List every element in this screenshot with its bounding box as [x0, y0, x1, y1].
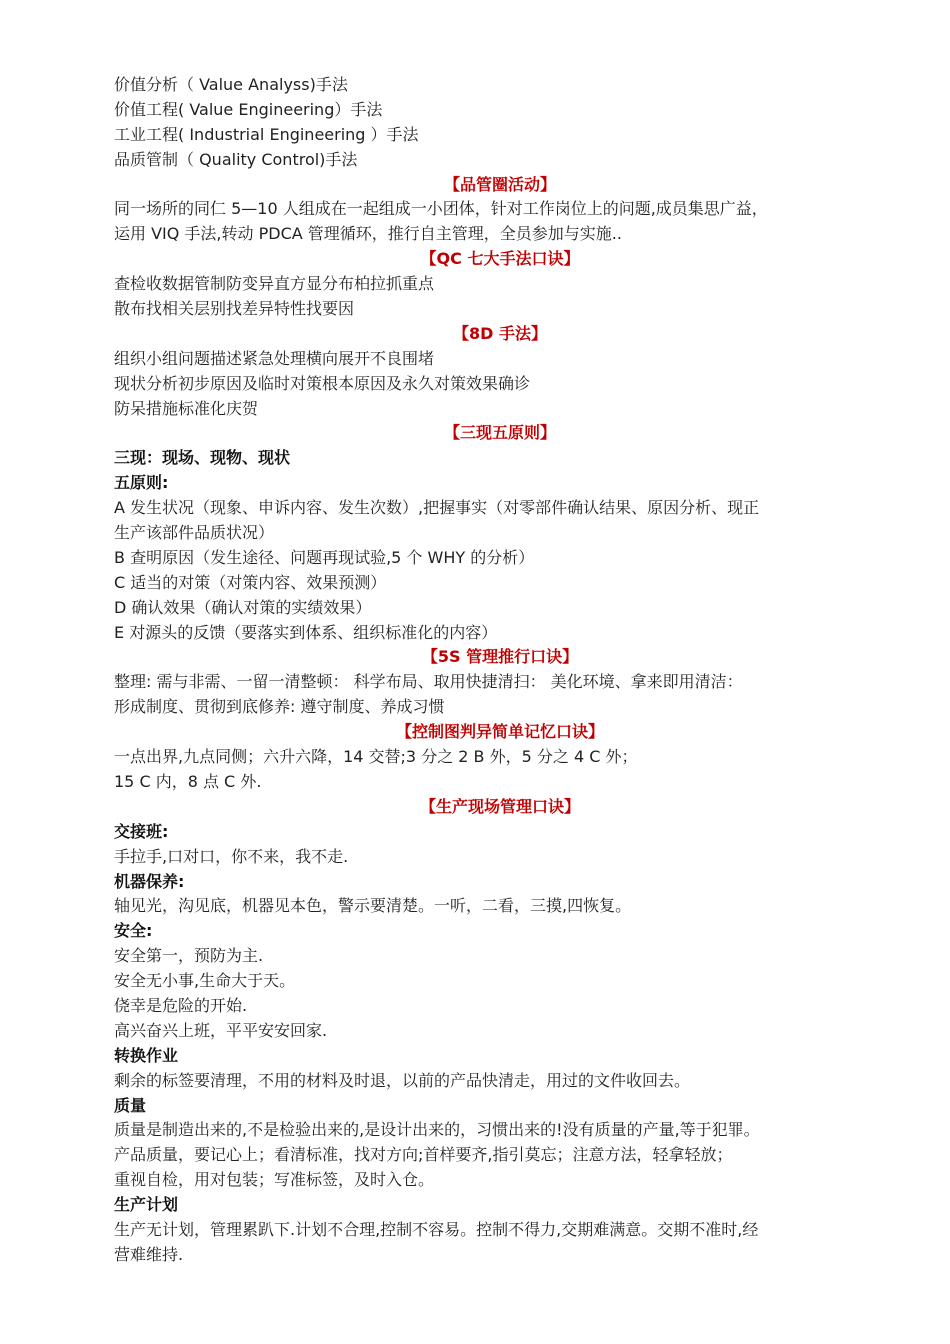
body-line: 产品质量，要记心上；看清标准，找对方向;首样要齐,指引莫忘；注意方法，轻拿轻放；: [114, 1145, 733, 1165]
body-line: E 对源头的反馈（要落实到体系、组织标准化的内容）: [114, 622, 498, 642]
body-line: 组织小组问题描述紧急处理横向展开不良围堵: [114, 348, 435, 368]
body-line: 高兴奋兴上班，平平安安回家.: [114, 1020, 328, 1040]
body-line: 防呆措施标准化庆贺: [114, 398, 259, 418]
intro-line: 价值工程( Value Engineering）手法: [114, 99, 383, 119]
body-line: 现状分析初步原因及临时对策根本原因及永久对策效果确诊: [114, 373, 531, 393]
body-line: 轴见光，沟见底，机器见本色，警示要清楚。一听，二看，三摸,四恢复。: [114, 896, 632, 916]
intro-line: 工业工程( Industrial Engineering ）手法: [114, 124, 419, 144]
intro-line: 价值分析（ Value Analyss)手法: [114, 75, 348, 94]
body-line: 生产无计划，管理累趴下.计划不合理,控制不容易。控制不得力,交期难满意。交期不准时,经: [114, 1219, 759, 1239]
subheading: 交接班:: [114, 821, 169, 841]
document-page: [114, 73, 886, 1268]
body-line: A 发生状况（现象、申诉内容、发生次数）,把握事实（对零部件确认结果、原因分析、现正: [114, 498, 760, 518]
body-line: 侥幸是危险的开始.: [114, 995, 248, 1015]
section-heading-qc7: 【QC 七大手法口诀】: [420, 249, 580, 269]
body-line: 形成制度、贯彻到底修养: 遵守制度、养成习惯: [114, 697, 445, 717]
subheading: 质量: [114, 1095, 147, 1115]
body-line: 查检收数据管制防变异直方显分布柏拉抓重点: [114, 274, 435, 294]
section-heading-qcc: 【品管圈活动】: [443, 174, 556, 194]
section-heading-8d: 【8D 手法】: [453, 323, 547, 343]
subheading: 转换作业: [114, 1045, 179, 1065]
body-line: 手拉手,口对口，你不来，我不走.: [114, 846, 349, 866]
body-line: 散布找相关层别找差异特性找要因: [114, 299, 355, 319]
body-line: 安全第一，预防为主.: [114, 946, 264, 966]
body-line: 15 C 内，8 点 C 外.: [114, 771, 262, 791]
body-line: C 适当的对策（对策内容、效果预测）: [114, 572, 387, 592]
subheading: 生产计划: [114, 1195, 179, 1215]
body-line: 营难维持.: [114, 1244, 184, 1264]
body-line: 生产该部件品质状况）: [114, 523, 275, 543]
section-heading-site: 【生产现场管理口诀】: [419, 796, 580, 816]
section-heading-control-chart: 【控制图判异简单记忆口诀】: [395, 722, 604, 742]
body-line: 整理: 需与非需、一留一清整顿： 科学布局、取用快捷清扫： 美化环境、拿来即用清洁：: [114, 672, 743, 692]
section-heading-5s: 【5S 管理推行口诀】: [421, 647, 579, 667]
subheading: 五原则:: [114, 473, 169, 493]
body-line: 同一场所的同仁 5—10 人组成在一起组成一小团体，针对工作岗位上的问题,成员集思广益，: [114, 199, 768, 219]
body-line: 运用 VIQ 手法,转动 PDCA 管理循环，推行自主管理，全员参加与实施..: [114, 224, 622, 244]
body-line: D 确认效果（确认对策的实绩效果）: [114, 597, 372, 617]
intro-line: 品质管制（ Quality Control)手法: [114, 149, 358, 169]
body-line: 安全无小事,生命大于天。: [114, 971, 296, 991]
subheading: 机器保养:: [114, 871, 185, 891]
body-line: 剩余的标签要清理，不用的材料及时退，以前的产品快清走，用过的文件收回去。: [114, 1070, 691, 1090]
section-heading-sanxian: 【三现五原则】: [443, 423, 556, 443]
body-line: 三现：现场、现物、现状: [114, 448, 291, 468]
body-line: B 查明原因（发生途径、问题再现试验,5 个 WHY 的分析）: [114, 547, 535, 567]
body-line: 质量是制造出来的,不是检验出来的,是设计出来的，习惯出来的!没有质量的产量,等于犯罪。: [114, 1120, 760, 1140]
subheading: 安全:: [114, 921, 153, 941]
body-line: 重视自检，用对包装；写准标签，及时入仓。: [114, 1170, 435, 1190]
body-line: 一点出界,九点同侧；六升六降，14 交替;3 分之 2 B 外，5 分之 4 C 外；: [114, 747, 638, 767]
